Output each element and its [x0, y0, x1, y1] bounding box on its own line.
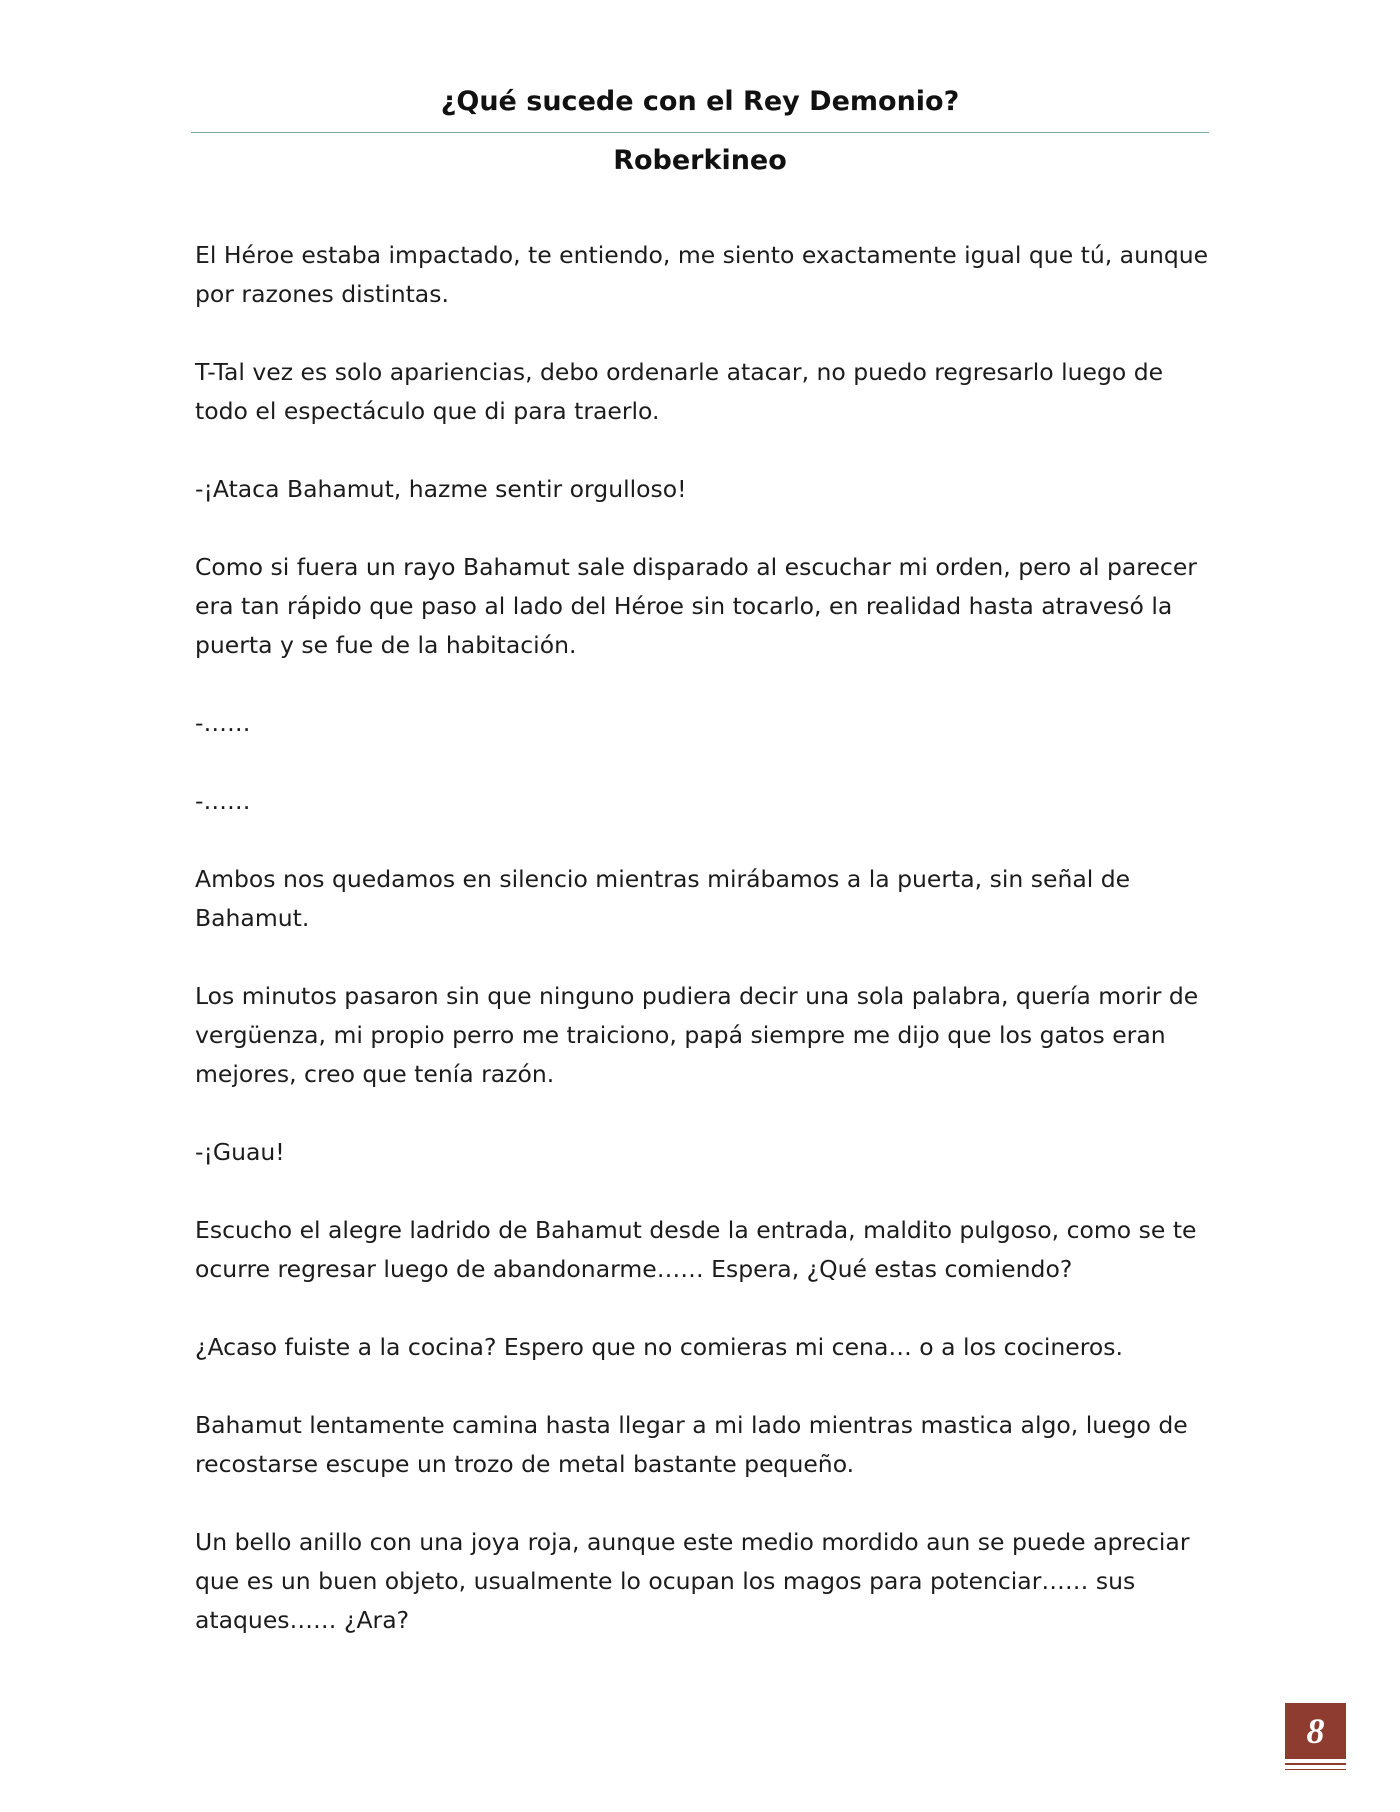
body-text	[195, 236, 1210, 1679]
page-number-badge: 8	[1285, 1703, 1346, 1759]
paragraph: El Héroe estaba impactado, te entiendo, me siento exactamente igual que tú, aunque por razones distintas.	[195, 241, 1209, 308]
paragraph: Escucho el alegre ladrido de Bahamut desde la entrada, maldito pulgoso, como se te ocurre regresar luego de abandonarme…… Espera, ¿Qué estas comiendo?	[195, 1216, 1197, 1283]
paragraph: -¡Ataca Bahamut, hazme sentir orgulloso!	[195, 475, 687, 503]
page-header	[191, 78, 1209, 183]
paragraph: Como si fuera un rayo Bahamut sale disparado al escuchar mi orden, pero al parecer era tan rápido que paso al lado del Héroe sin tocarlo, en realidad hasta atravesó la puerta y se fue de la habitación.	[195, 553, 1197, 659]
page-number-underline-thin	[1285, 1769, 1346, 1770]
book-title: ¿Qué sucede con el Rey Demonio?	[440, 86, 960, 117]
paragraph: Ambos nos quedamos en silencio mientras mirábamos a la puerta, sin señal de Bahamut.	[195, 865, 1131, 932]
author-name: Roberkineo	[613, 145, 787, 176]
header-divider	[191, 132, 1209, 133]
paragraph: Los minutos pasaron sin que ninguno pudiera decir una sola palabra, quería morir de vergüenza, mi propio perro me traiciono, papá siempre me dijo que los gatos eran mejores, creo que tenía razón.	[195, 982, 1199, 1088]
paragraph: -¡Guau!	[195, 1138, 285, 1166]
paragraph: -……	[195, 709, 251, 737]
paragraph: Bahamut lentamente camina hasta llegar a mi lado mientras mastica algo, luego de recostarse escupe un trozo de metal bastante pequeño.	[195, 1411, 1188, 1478]
paragraph: Un bello anillo con una joya roja, aunque este medio mordido aun se puede apreciar que es un buen objeto, usualmente lo ocupan los magos para potenciar…… sus ataques…… ¿Ara?	[195, 1528, 1190, 1634]
paragraph: ¿Acaso fuiste a la cocina? Espero que no comieras mi cena… o a los cocineros.	[195, 1333, 1123, 1361]
paragraph: T-Tal vez es solo apariencias, debo ordenarle atacar, no puedo regresarlo luego de todo el espectáculo que di para traerlo.	[195, 358, 1164, 425]
page-number-underline	[1285, 1763, 1346, 1765]
paragraph: -……	[195, 787, 251, 815]
